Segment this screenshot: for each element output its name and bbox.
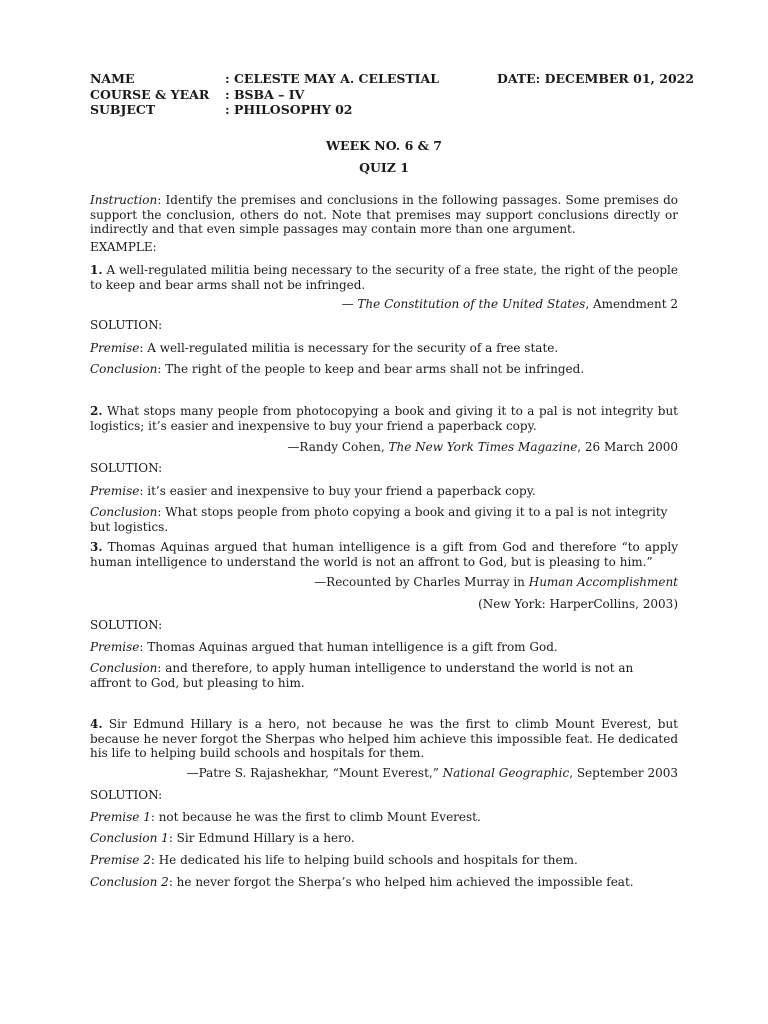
- item-4-source: [90, 766, 678, 780]
- premise-label: Premise: [90, 484, 140, 498]
- premise-label: Premise: [90, 640, 140, 654]
- item-3-source: [90, 575, 678, 589]
- item-1-source: [90, 297, 678, 311]
- name-value: : CELESTE MAY A. CELESTIAL: [225, 71, 440, 86]
- source-title: The Constitution of the United States: [357, 297, 586, 311]
- item-2-conclusion: [90, 505, 678, 534]
- conclusion-text: : and therefore, to apply human intelligence to understand the world is not an affront to God, but pleasing to him.: [90, 661, 634, 690]
- source-prefix: —Recounted by Charles Murray in: [314, 575, 529, 589]
- item-3-source-line2: (New York: HarperCollins, 2003): [478, 597, 678, 611]
- conclusion-label: Conclusion: [90, 362, 158, 376]
- item-3-premise: [90, 640, 558, 654]
- source-suffix: , September 2003: [569, 766, 678, 780]
- item-2-passage: [90, 404, 678, 433]
- item-1-conclusion: [90, 362, 584, 376]
- premise-text: : A well-regulated militia is necessary for the security of a free state.: [139, 341, 559, 355]
- source-suffix: , Amendment 2: [585, 297, 678, 311]
- week-title: WEEK NO. 6 & 7: [326, 138, 442, 153]
- item-1-premise: [90, 341, 558, 355]
- conclusion-text: : What stops people from photo copying a book and giving it to a pal is not integrity but logistics.: [90, 505, 668, 534]
- item-4-premise-2: [90, 853, 578, 867]
- date-field: DATE: DECEMBER 01, 2022: [497, 71, 695, 86]
- item-4-conclusion-1: [90, 831, 355, 845]
- name-label: NAME: [90, 71, 135, 86]
- solution-label: SOLUTION:: [90, 788, 163, 802]
- quiz-title: QUIZ 1: [359, 160, 409, 175]
- item-2-source: [90, 440, 678, 454]
- conclusion-label: Conclusion: [90, 661, 158, 675]
- source-suffix: , 26 March 2000: [577, 440, 678, 454]
- conclusion-text: : he never forgot the Sherpa’s who helped him achieved the impossible feat.: [168, 875, 634, 889]
- item-text: A well-regulated militia being necessary to the security of a free state, the right of the people to keep and bear arms shall not be infringed.: [90, 263, 678, 292]
- source-title: The New York Times Magazine: [388, 440, 578, 454]
- solution-label: SOLUTION:: [90, 618, 163, 632]
- item-4-conclusion-2: [90, 875, 634, 889]
- item-4-passage: [90, 717, 678, 761]
- premise-text: : it’s easier and inexpensive to buy your friend a paperback copy.: [139, 484, 536, 498]
- premise-label: Premise 1: [90, 810, 151, 824]
- solution-label: SOLUTION:: [90, 461, 163, 475]
- item-text: What stops many people from photocopying a book and giving it to a pal is not integrity but logistics; it’s easier and inexpensive to buy your friend a paperback copy.: [90, 404, 678, 433]
- item-4-premise-1: [90, 810, 481, 824]
- source-title: National Geographic: [442, 766, 570, 780]
- item-number: 4.: [90, 717, 103, 731]
- solution-label: SOLUTION:: [90, 318, 163, 332]
- instruction-paragraph: [90, 193, 678, 237]
- subject-label: SUBJECT: [90, 102, 156, 117]
- item-number: 3.: [90, 540, 103, 554]
- item-1-passage: [90, 263, 678, 292]
- item-number: 2.: [90, 404, 103, 418]
- premise-text: : Thomas Aquinas argued that human intelligence is a gift from God.: [139, 640, 558, 654]
- instruction-label: Instruction: [90, 193, 158, 207]
- premise-label: Premise 2: [90, 853, 151, 867]
- item-text: Thomas Aquinas argued that human intelligence is a gift from God and therefore “to apply human intelligence to understand the world is not an affront to God, but is pleasing to him.”: [90, 540, 678, 569]
- premise-text: : He dedicated his life to helping build schools and hospitals for them.: [150, 853, 578, 867]
- premise-text: : not because he was the first to climb Mount Everest.: [150, 810, 481, 824]
- course-label: COURSE & YEAR: [90, 87, 210, 102]
- conclusion-text: : The right of the people to keep and bear arms shall not be infringed.: [157, 362, 585, 376]
- item-3-passage: [90, 540, 678, 569]
- conclusion-text: : Sir Edmund Hillary is a hero.: [168, 831, 355, 845]
- instruction-text: : Identify the premises and conclusions in the following passages. Some premises do support the conclusion, others do not. Note that premises may support conclusions directly or indirectly and that even simple passages may contain more than one argument.: [90, 193, 678, 236]
- item-text: Sir Edmund Hillary is a hero, not because he was the first to climb Mount Everest, but because he never forgot the Sherpas who helped him achieve this impossible feat. He dedicated his life to helping build schools and hospitals for them.: [90, 717, 678, 760]
- premise-label: Premise: [90, 341, 140, 355]
- conclusion-label: Conclusion 2: [90, 875, 169, 889]
- item-2-premise: [90, 484, 536, 498]
- subject-value: : PHILOSOPHY 02: [225, 102, 353, 117]
- source-prefix: —Randy Cohen,: [287, 440, 389, 454]
- source-prefix: —Patre S. Rajashekhar, “Mount Everest,”: [186, 766, 443, 780]
- source-title: Human Accomplishment: [528, 575, 678, 589]
- source-prefix: —: [341, 297, 358, 311]
- item-3-conclusion: [90, 661, 678, 690]
- course-value: : BSBA – IV: [225, 87, 305, 102]
- conclusion-label: Conclusion: [90, 505, 158, 519]
- example-label: EXAMPLE:: [90, 240, 157, 254]
- conclusion-label: Conclusion 1: [90, 831, 169, 845]
- item-number: 1.: [90, 263, 103, 277]
